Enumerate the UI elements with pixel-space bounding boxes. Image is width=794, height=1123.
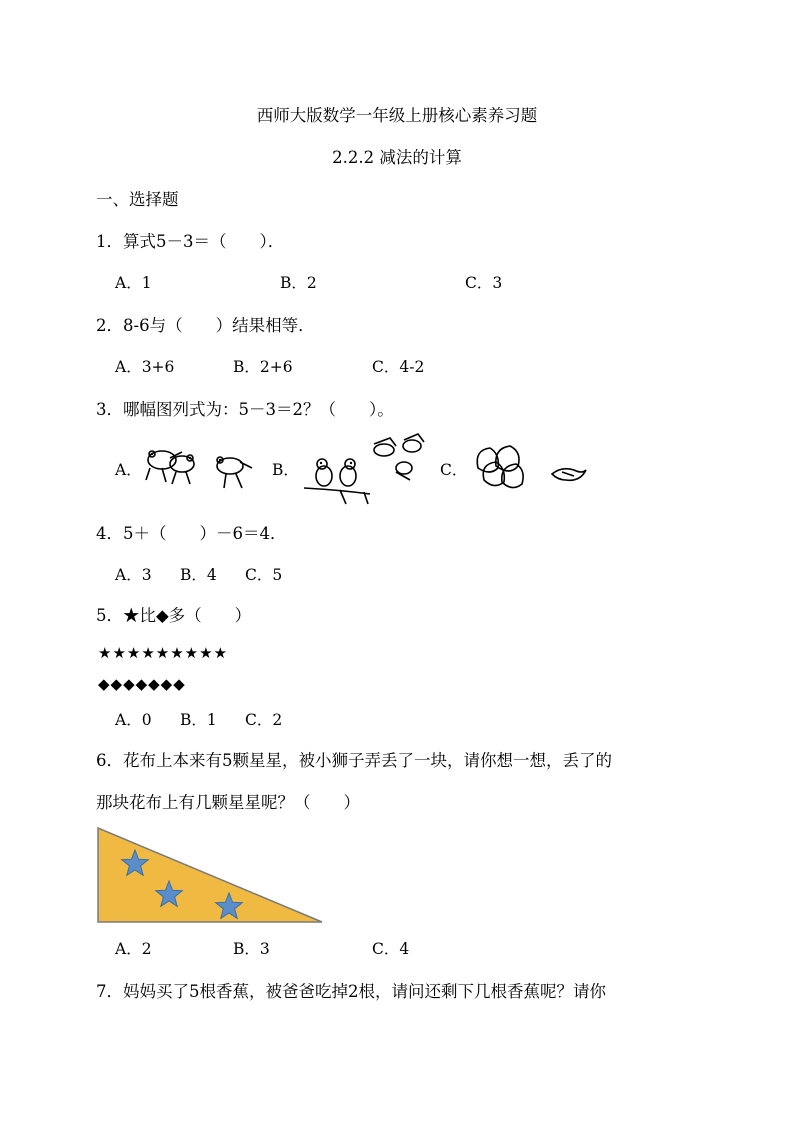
question-3-picture-a bbox=[140, 438, 260, 498]
page-subtitle: 2.2.2 减法的计算 bbox=[332, 148, 462, 167]
question-6-option-b[interactable]: B．3 bbox=[233, 940, 270, 958]
question-1-stem: 1．算式5－3＝（ ）． bbox=[96, 232, 285, 251]
question-5-option-a[interactable]: A．0 bbox=[115, 711, 152, 729]
question-2-option-a[interactable]: A．3+6 bbox=[115, 358, 175, 376]
question-5-stem: 5．★比◆多（ ） bbox=[96, 606, 252, 625]
question-2-option-c[interactable]: C．4-2 bbox=[372, 358, 425, 376]
question-1-option-a[interactable]: A．1 bbox=[115, 274, 152, 292]
cloth-triangle-figure bbox=[96, 826, 324, 924]
question-3-stem: 3．哪幅图列式为：5－3＝2？（ ）。 bbox=[96, 400, 394, 419]
page-title: 西师大版数学一年级上册核心素养习题 bbox=[256, 106, 538, 125]
question-1-option-b[interactable]: B．2 bbox=[280, 274, 317, 292]
question-3-option-a[interactable]: A． bbox=[115, 461, 142, 479]
section-heading: 一、选择题 bbox=[96, 190, 179, 209]
question-4-stem: 4．5＋（ ）－6＝4． bbox=[96, 524, 287, 543]
cloth-triangle bbox=[98, 828, 322, 922]
question-3-picture-b bbox=[300, 432, 435, 504]
star-row: ★★★★★★★★★ bbox=[98, 644, 229, 662]
question-3-option-b[interactable]: B． bbox=[272, 461, 299, 479]
question-2-stem: 2．8-6与（ ）结果相等． bbox=[96, 316, 315, 335]
question-5-option-c[interactable]: C．2 bbox=[245, 711, 283, 729]
question-6-option-c[interactable]: C．4 bbox=[372, 940, 410, 958]
question-1-option-c[interactable]: C．3 bbox=[465, 274, 503, 292]
question-3-option-c[interactable]: C． bbox=[440, 461, 468, 479]
question-6-option-a[interactable]: A．2 bbox=[115, 940, 152, 958]
question-4-option-a[interactable]: A．3 bbox=[115, 566, 152, 584]
question-5-option-b[interactable]: B．1 bbox=[180, 711, 217, 729]
question-3-picture-c bbox=[470, 440, 590, 496]
question-4-option-b[interactable]: B．4 bbox=[180, 566, 217, 584]
question-7-stem: 7．妈妈买了5根香蕉，被爸爸吃掉2根，请问还剩下几根香蕉呢？请你 bbox=[96, 982, 606, 1001]
question-6-stem-line-1: 6．花布上本来有5颗星星，被小狮子弄丢了一块，请你想一想，丢了的 bbox=[96, 751, 612, 770]
question-2-option-b[interactable]: B．2+6 bbox=[233, 358, 293, 376]
question-4-option-c[interactable]: C．5 bbox=[245, 566, 283, 584]
diamond-row: ◆◆◆◆◆◆◆ bbox=[98, 675, 186, 693]
question-6-stem-line-2: 那块花布上有几颗星星呢？（ ） bbox=[96, 793, 360, 812]
